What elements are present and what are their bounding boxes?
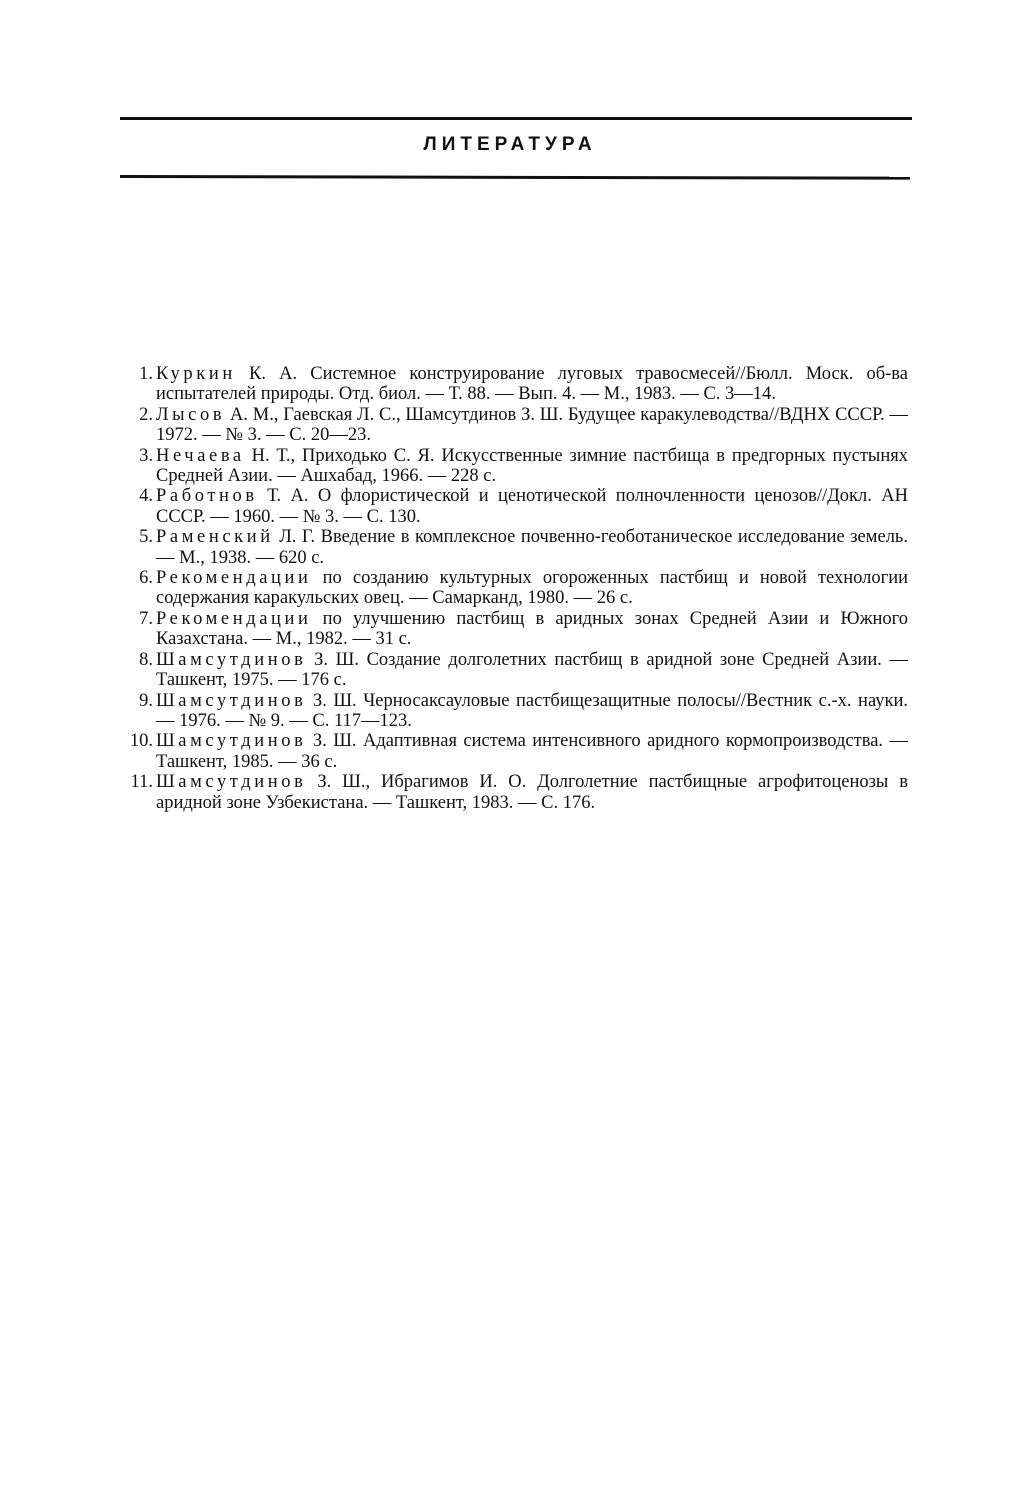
reference-author: Раменский [156,527,274,548]
reference-item [118,446,908,487]
reference-number: 9. [139,690,153,711]
reference-body [156,609,908,650]
reference-item [118,691,908,732]
reference-author: Шамсутдинов [156,772,307,793]
reference-author: Лысов [156,404,226,425]
reference-body [156,731,908,772]
reference-number: 8. [139,649,153,670]
reference-item [118,609,908,650]
page-heading: ЛИТЕРАТУРА [423,134,597,155]
reference-author: Рекомендации [156,608,312,629]
reference-item [118,527,908,568]
reference-body [156,364,908,405]
reference-body [156,446,908,487]
reference-item [118,731,908,772]
reference-item [118,364,908,405]
reference-text: Т. А. О флористической и ценотической полночленности ценозов//Докл. АН СССР. — 1960. — № 3. — С. 130. [156,486,908,527]
reference-number: 11. [130,772,153,793]
reference-author: Шамсутдинов [156,649,307,670]
reference-number: 7. [139,608,153,629]
reference-text: З. Ш., Ибрагимов И. О. Долголетние пастбищные агрофитоценозы в аридной зоне Узбекистана. — Ташкент, 1983. — С. 176. [156,772,908,813]
reference-number: 10. [129,731,153,752]
reference-body [156,650,908,691]
reference-text: З. Ш. Создание долголетних пастбищ в аридной зоне Средней Азии. — Ташкент, 1975. — 176 с. [156,649,908,691]
reference-author: Нечаева [156,445,245,466]
reference-author: Куркин [156,364,236,384]
reference-number: 2. [139,404,153,425]
reference-text: А. М., Гаевская Л. С., Шамсутдинов З. Ш. Будущее каракулеводства//ВДНХ СССР. — 1972. — № 3. — С. 20—23. [156,404,908,446]
reference-item [118,650,908,691]
reference-number: 3. [139,445,153,466]
reference-text: З. Ш. Черносаксауловые пастбищезащитные полосы//Вестник с.-х. науки. — 1976. — № 9. — С. 117—123. [156,690,908,731]
reference-list [118,364,908,813]
reference-author: Шамсутдинов [156,731,307,752]
reference-item [118,486,908,527]
reference-author: Работнов [156,486,258,507]
reference-author: Рекомендации [156,568,312,589]
reference-text: по улучшению пастбищ в аридных зонах Средней Азии и Южного Казахстана. — М., 1982. — 31 с. [156,608,908,650]
reference-item [118,568,908,609]
reference-text: по созданию культурных огороженных пастбищ и новой технологии содержания каракульских овец. — Самарканд, 1980. — 26 с. [156,568,908,609]
reference-body [156,568,908,609]
reference-number: 6. [139,568,153,589]
reference-text: З. Ш. Адаптивная система интенсивного аридного кормопроизводства. — Ташкент, 1985. — 36 с. [156,731,908,772]
bottom-rule [120,175,910,180]
reference-text: Н. Т., Приходько С. Я. Искусственные зимние пастбища в предгорных пустынях Средней Азии. — Ашхабад, 1966. — 228 с. [156,445,908,487]
reference-number: 1. [139,364,153,384]
reference-item [118,405,908,446]
reference-author: Шамсутдинов [156,690,307,711]
reference-text: Л. Г. Введение в комплексное почвенно-геоботаническое исследование земель. — М., 1938. — 620 с. [156,527,908,568]
reference-number: 4. [139,486,153,507]
reference-body [156,772,908,813]
reference-item [118,772,908,813]
reference-number: 5. [139,527,153,548]
top-rule [120,117,912,120]
reference-text: К. А. Системное конструирование луговых травосмесей//Бюлл. Моск. об-ва испытателей природы. Отд. биол. — Т. 88. — Вып. 4. — М., 1983. — С. 3—14. [156,364,908,405]
reference-body [156,486,908,527]
reference-body [156,691,908,732]
reference-body [156,527,908,568]
reference-body [156,405,908,446]
